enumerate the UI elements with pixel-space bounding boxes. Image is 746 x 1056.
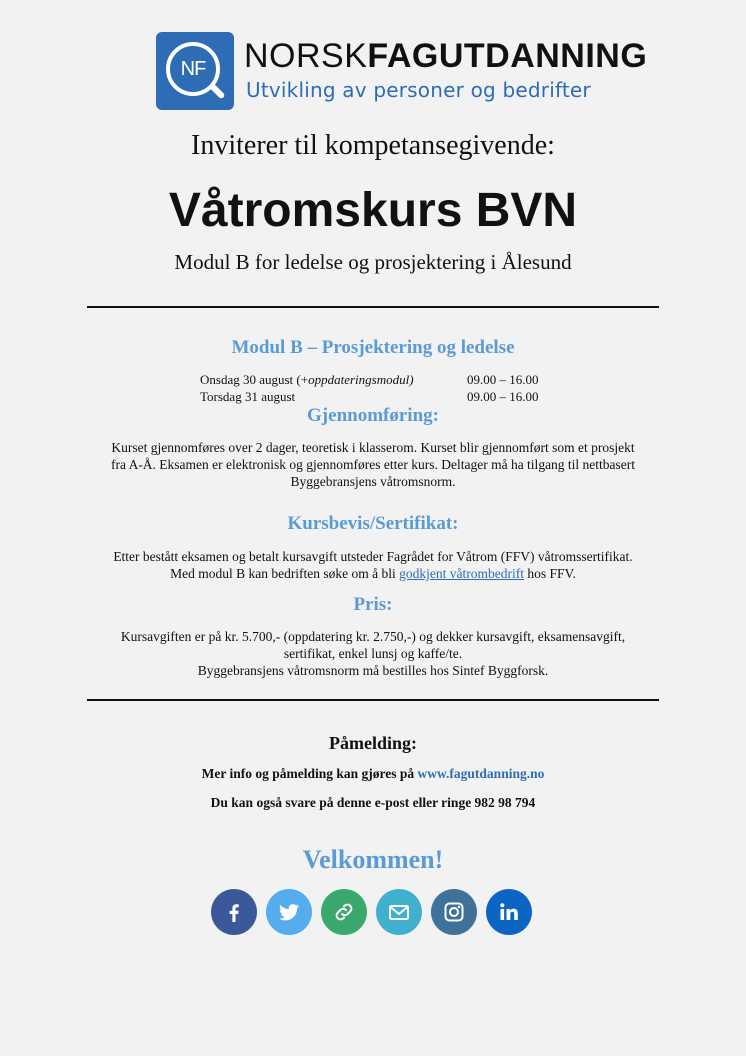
pris-line: Byggebransjens våtromsnorm må bestilles hos Sintef Byggforsk.: [197, 663, 549, 678]
kursbevis-line-post: hos FFV.: [524, 566, 576, 581]
pris-heading: Pris:: [353, 594, 393, 615]
gjennomforing-line: Byggebransjens våtromsnorm.: [290, 474, 456, 489]
pamelding-info: [0, 766, 746, 782]
schedule-day: Onsdag 30 august (+: [200, 372, 309, 387]
logo-tagline: Utvikling av personer og bedrifter: [246, 78, 591, 102]
twitter-icon: [277, 900, 301, 924]
brand-logo: [156, 32, 648, 112]
page-title: Våtromskurs BVN: [168, 184, 578, 237]
kursbevis-heading: Kursbevis/Sertifikat:: [287, 513, 459, 534]
schedule-row: [200, 388, 560, 405]
schedule-note: oppdateringsmodul): [308, 372, 414, 387]
link-icon: [332, 900, 356, 924]
bottom-divider: [87, 699, 659, 701]
pamelding-contact: Du kan også svare på denne e-post eller ringe 982 98 794: [210, 795, 536, 810]
pris-line: sertifikat, enkel lunsj og kaffe/te.: [283, 646, 463, 661]
gjennomforing-line: fra A-Å. Eksamen er elektronisk og gjennomføres etter kurs. Deltager må ha tilgang til nettbasert: [110, 457, 636, 472]
page-subtitle: Modul B for ledelse og prosjektering i Ålesund: [174, 250, 572, 274]
social-links: [211, 889, 535, 937]
gjennomforing-heading: Gjennomføring:: [307, 405, 439, 426]
kursbevis-text: [0, 548, 746, 582]
pamelding-heading: Påmelding:: [329, 733, 417, 753]
kursbevis-line: [0, 565, 746, 582]
schedule: [200, 371, 560, 405]
logo-word-light: NORSK: [244, 37, 368, 75]
welcome-text: Velkommen!: [302, 845, 444, 874]
schedule-day: Torsdag 31 august: [200, 389, 296, 404]
logo-badge-icon: [156, 32, 234, 110]
linkedin-button[interactable]: [486, 889, 532, 935]
email-icon: [387, 900, 411, 924]
approved-company-link[interactable]: godkjent våtrombedrift: [399, 566, 525, 581]
schedule-row: [200, 371, 560, 388]
top-divider: [87, 306, 659, 308]
schedule-time: 09.00 – 16.00: [467, 372, 539, 387]
twitter-button[interactable]: [266, 889, 312, 935]
facebook-button[interactable]: [211, 889, 257, 935]
kursbevis-line: Etter bestått eksamen og betalt kursavgift utsteder Fagrådet for Våtrom (FFV) våtromssertifikat.: [113, 549, 633, 564]
gjennomforing-line: Kurset gjennomføres over 2 dager, teoretisk i klasserom. Kurset blir gjennomført som et prosjekt: [111, 440, 635, 455]
pamelding-info-text: Mer info og påmelding kan gjøres på: [201, 766, 418, 781]
instagram-button[interactable]: [431, 889, 477, 935]
link-button[interactable]: [321, 889, 367, 935]
linkedin-icon: [497, 900, 521, 924]
pris-text: [0, 628, 746, 679]
email-button[interactable]: [376, 889, 422, 935]
kursbevis-line-pre: Med modul B kan bedriften søke om å bli: [170, 566, 400, 581]
logo-badge-text: NF: [180, 58, 206, 80]
module-heading: Modul B – Prosjektering og ledelse: [231, 337, 515, 358]
schedule-time: 09.00 – 16.00: [467, 389, 539, 404]
facebook-icon: [222, 900, 246, 924]
invite-text: Inviterer til kompetansegivende:: [191, 130, 555, 161]
website-link[interactable]: www.fagutdanning.no: [417, 766, 545, 781]
instagram-icon: [442, 900, 466, 924]
logo-wordmark: [244, 36, 647, 76]
logo-word-bold: FAGUTDANNING: [367, 37, 648, 75]
pris-line: Kursavgiften er på kr. 5.700,- (oppdatering kr. 2.750,-) og dekker kursavgift, eksamensavgift,: [120, 629, 626, 644]
gjennomforing-text: [0, 439, 746, 490]
